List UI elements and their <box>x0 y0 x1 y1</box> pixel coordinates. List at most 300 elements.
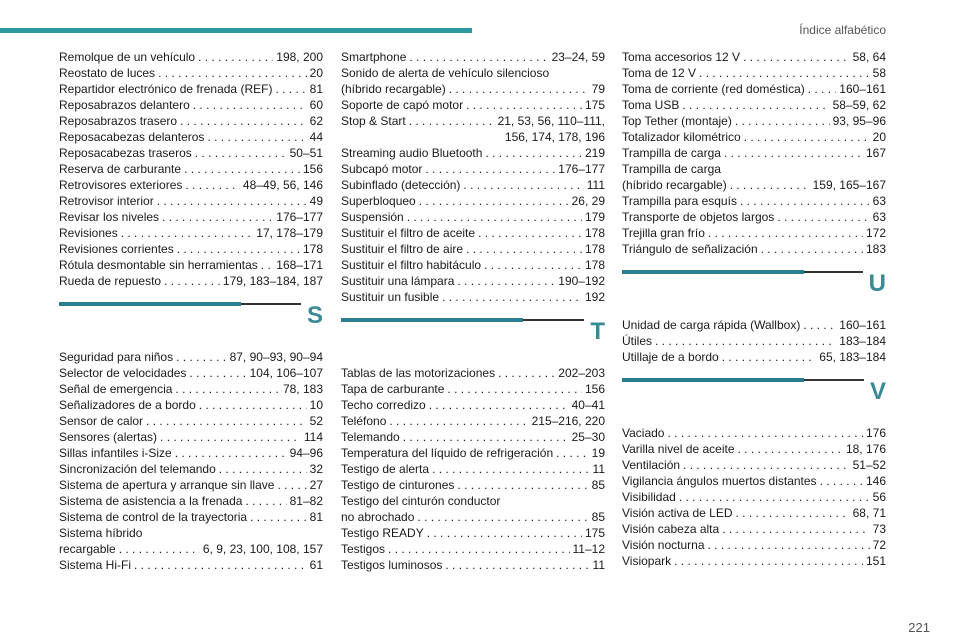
index-entry <box>59 177 323 193</box>
index-entry <box>341 541 605 557</box>
index-entry <box>622 553 886 569</box>
index-entry <box>622 193 886 209</box>
entry-pages: 87, 90–93, 90–94 <box>229 350 323 364</box>
dot-leader <box>803 317 836 333</box>
index-entry <box>341 113 605 145</box>
entry-pages: 111 <box>586 178 605 192</box>
dot-leader <box>277 477 306 493</box>
index-entry <box>341 365 605 381</box>
index-entry <box>622 97 886 113</box>
index-entry <box>59 397 323 413</box>
index-entry <box>59 429 323 445</box>
entry-pages: 176–177 <box>276 210 323 224</box>
entry-label: Testigo del cinturón conductor <box>341 494 501 508</box>
dot-leader <box>388 541 569 557</box>
index-entry <box>341 193 605 209</box>
entry-pages: 175 <box>584 526 605 540</box>
index-entry <box>341 49 605 65</box>
entry-pages: 44 <box>309 130 323 144</box>
index-entry <box>59 349 323 365</box>
dot-leader <box>735 113 830 129</box>
entry-label: Señalizadores de a bordo <box>59 398 196 412</box>
index-entry <box>341 177 605 193</box>
entry-pages: 156 <box>302 162 323 176</box>
entry-pages: 151 <box>865 554 886 568</box>
dot-leader <box>457 477 588 493</box>
index-entry <box>341 557 605 573</box>
entry-pages: 85 <box>591 478 605 492</box>
index-entry <box>622 489 886 505</box>
entry-label: Testigo READY <box>341 526 424 540</box>
index-entry <box>59 49 323 65</box>
index-entry <box>341 493 605 525</box>
entry-pages: 56 <box>872 490 886 504</box>
index-entry <box>59 193 323 209</box>
entry-pages: 58, 64 <box>852 50 886 64</box>
dot-leader <box>419 193 569 209</box>
index-entry <box>59 461 323 477</box>
index-column-2 <box>341 49 605 573</box>
dot-leader <box>261 257 274 273</box>
index-entry <box>622 225 886 241</box>
dot-leader <box>667 425 862 441</box>
entry-pages: 175 <box>584 98 605 112</box>
entry-pages: 40–41 <box>571 398 605 412</box>
entry-pages: 62 <box>309 114 323 128</box>
dot-leader <box>442 289 582 305</box>
entry-label: Reposacabezas delanteros <box>59 130 205 144</box>
entry-pages: 183–184 <box>839 334 886 348</box>
dot-leader <box>730 177 810 193</box>
section-divider <box>622 365 886 425</box>
dot-leader <box>407 209 582 225</box>
entry-label: Vigilancia ángulos muertos distantes <box>622 474 817 488</box>
dot-leader <box>427 525 582 541</box>
index-entry <box>341 161 605 177</box>
entry-pages: 179, 183–184, 187 <box>222 274 323 288</box>
entry-label: Vaciado <box>622 426 665 440</box>
dot-leader <box>722 349 817 365</box>
index-entry <box>59 445 323 461</box>
index-entry <box>622 241 886 257</box>
entry-label: Señal de emergencia <box>59 382 173 396</box>
index-entry <box>341 445 605 461</box>
section-letter: V <box>864 377 886 407</box>
entry-pages: 11–12 <box>572 542 605 556</box>
index-entry <box>59 509 323 525</box>
entry-label: Subinflado (detección) <box>341 178 461 192</box>
index-entry <box>59 209 323 225</box>
entry-label: Sustituir el filtro de aceite <box>341 226 476 240</box>
dot-leader <box>219 461 307 477</box>
index-entry <box>59 241 323 257</box>
entry-label: Trampilla de carga <box>622 146 721 160</box>
entry-pages: 183 <box>865 242 886 256</box>
entry-pages: 17, 178–179 <box>256 226 323 240</box>
entry-pages: 176–177 <box>558 162 605 176</box>
index-entry <box>59 525 323 557</box>
entry-label: Trampilla para esquís <box>622 194 737 208</box>
index-entry <box>622 81 886 97</box>
entry-label: Visión activa de LED <box>622 506 733 520</box>
entry-label: Tapa de carburante <box>341 382 445 396</box>
dot-leader <box>121 225 254 241</box>
entry-label: Reposabrazos delantero <box>59 98 190 112</box>
entry-label: Tablas de las motorizaciones <box>341 366 496 380</box>
dot-leader <box>189 365 246 381</box>
index-entry <box>59 113 323 129</box>
entry-pages: 63 <box>872 194 886 208</box>
index-entry <box>59 65 323 81</box>
entry-label: Visibilidad <box>622 490 676 504</box>
dot-leader <box>682 97 829 113</box>
dot-leader <box>777 209 869 225</box>
entry-label: (híbrido recargable) <box>341 82 446 96</box>
entry-pages: 23–24, 59 <box>551 50 605 64</box>
entry-label: Smartphone <box>341 50 407 64</box>
index-entry <box>622 333 886 349</box>
section-letter: S <box>301 301 323 331</box>
index-entry <box>59 145 323 161</box>
dot-leader <box>158 65 307 81</box>
entry-label: Remolque de un vehículo <box>59 50 196 64</box>
entry-label: Testigos luminosos <box>341 558 443 572</box>
entry-pages: 49 <box>309 194 323 208</box>
entry-label: Sustituir una lámpara <box>341 274 455 288</box>
index-entry <box>59 381 323 397</box>
dot-leader <box>250 509 307 525</box>
entry-pages: 202–203 <box>558 366 605 380</box>
entry-label: Revisiones corrientes <box>59 242 174 256</box>
section-rule <box>622 379 886 381</box>
index-entry <box>622 521 886 537</box>
section-divider <box>341 305 605 365</box>
entry-label: Trampilla de carga <box>622 162 721 176</box>
entry-pages: 20 <box>872 130 886 144</box>
dot-leader <box>740 193 870 209</box>
index-entry <box>341 477 605 493</box>
index-entry <box>622 113 886 129</box>
entry-label: Visión cabeza alta <box>622 522 720 536</box>
dot-leader <box>674 553 863 569</box>
dot-leader <box>722 521 869 537</box>
dot-leader <box>485 145 582 161</box>
dot-leader <box>199 397 307 413</box>
dot-leader <box>176 349 226 365</box>
entry-label: Toma de corriente (red doméstica) <box>622 82 805 96</box>
index-entry <box>622 473 886 489</box>
dot-leader <box>403 429 569 445</box>
entry-label: Útiles <box>622 334 653 348</box>
section-rule-accent <box>59 302 241 306</box>
header-accent-bar <box>0 28 472 33</box>
entry-label: Testigos <box>341 542 386 556</box>
entry-label: Visiopark <box>622 554 672 568</box>
entry-pages: 215–216, 220 <box>531 414 605 428</box>
index-entry <box>59 257 323 273</box>
entry-pages: 179 <box>584 210 605 224</box>
index-entry <box>59 81 323 97</box>
entry-pages: 65, 183–184 <box>819 350 886 364</box>
entry-label: Techo corredizo <box>341 398 426 412</box>
dot-leader <box>207 129 306 145</box>
dot-leader <box>389 413 528 429</box>
entry-pages: 93, 95–96 <box>832 114 886 128</box>
dot-leader <box>146 413 307 429</box>
entry-label: Sensores (alertas) <box>59 430 158 444</box>
entry-pages: 178 <box>584 226 605 240</box>
entry-pages: 26, 29 <box>571 194 605 208</box>
entry-label: Soporte de capó motor <box>341 98 464 112</box>
entry-pages: 25–30 <box>571 430 605 444</box>
entry-label: (híbrido recargable) <box>622 178 727 192</box>
entry-pages: 160–161 <box>839 318 886 332</box>
entry-pages: 11 <box>592 462 605 476</box>
entry-label: Reostato de luces <box>59 66 156 80</box>
index-entry <box>622 49 886 65</box>
entry-pages: 61 <box>309 558 323 572</box>
section-divider <box>59 289 323 349</box>
entry-label: Sensor de calor <box>59 414 144 428</box>
dot-leader <box>429 397 569 413</box>
section-rule-accent <box>622 270 804 274</box>
dot-leader <box>738 441 843 457</box>
dot-leader <box>195 145 287 161</box>
index-entry <box>341 225 605 241</box>
dot-leader <box>655 333 836 349</box>
entry-pages: 63 <box>872 210 886 224</box>
dot-leader <box>409 49 548 65</box>
entry-label: Retrovisores exteriores <box>59 178 183 192</box>
entry-pages: 114 <box>303 430 323 444</box>
entry-label: Totalizador kilométrico <box>622 130 741 144</box>
entry-label: Subcapó motor <box>341 162 423 176</box>
entry-pages: 27 <box>309 478 323 492</box>
entry-label: Sistema de apertura y arranque sin llave <box>59 478 275 492</box>
index-entry <box>59 477 323 493</box>
entry-label: Superbloqueo <box>341 194 416 208</box>
dot-leader <box>409 113 495 129</box>
entry-label: Reserva de carburante <box>59 162 182 176</box>
index-entry <box>622 161 886 193</box>
entry-label: Sistema de control de la trayectoria <box>59 510 248 524</box>
entry-label: Trejilla gran frío <box>622 226 705 240</box>
index-entry <box>622 129 886 145</box>
dot-leader <box>820 473 863 489</box>
index-column-1 <box>59 49 323 573</box>
dot-leader <box>134 557 307 573</box>
entry-pages-continued: 156, 174, 178, 196 <box>504 130 605 144</box>
entry-pages: 32 <box>309 462 323 476</box>
entry-pages: 6, 9, 23, 100, 108, 157 <box>202 542 323 556</box>
entry-label: Testigo de alerta <box>341 462 430 476</box>
index-entry <box>622 317 886 333</box>
section-rule <box>341 319 605 321</box>
dot-leader <box>724 145 863 161</box>
index-entry <box>341 397 605 413</box>
dot-leader <box>417 509 588 525</box>
entry-pages: 85 <box>591 510 605 524</box>
entry-label: Rótula desmontable sin herramientas <box>59 258 258 272</box>
entry-label: Streaming audio Bluetooth <box>341 146 483 160</box>
entry-label: Sustituir el filtro de aire <box>341 242 464 256</box>
dot-leader <box>175 381 280 397</box>
entry-pages: 190–192 <box>558 274 605 288</box>
dot-leader <box>498 365 555 381</box>
entry-pages: 178 <box>584 258 605 272</box>
index-entry <box>341 145 605 161</box>
dot-leader <box>160 429 301 445</box>
entry-label: Reposacabezas traseros <box>59 146 192 160</box>
entry-label: Utillaje de a bordo <box>622 350 719 364</box>
entry-pages: 48–49, 56, 146 <box>242 178 323 192</box>
entry-pages: 172 <box>865 226 886 240</box>
dot-leader <box>185 177 240 193</box>
entry-pages: 176 <box>865 426 886 440</box>
dot-leader <box>478 225 582 241</box>
entry-pages: 104, 106–107 <box>249 366 323 380</box>
entry-pages: 168–171 <box>276 258 323 272</box>
dot-leader <box>457 273 555 289</box>
dot-leader <box>157 193 307 209</box>
index-entry <box>341 429 605 445</box>
index-entry <box>341 289 605 305</box>
entry-label: Revisar los niveles <box>59 210 160 224</box>
dot-leader <box>177 241 300 257</box>
index-entry <box>622 65 886 81</box>
entry-label: Sustituir un fusible <box>341 290 440 304</box>
entry-pages: 146 <box>865 474 886 488</box>
entry-pages: 178 <box>584 242 605 256</box>
index-entry <box>341 209 605 225</box>
entry-label: no abrochado <box>341 510 415 524</box>
entry-pages: 178 <box>302 242 323 256</box>
section-rule <box>59 303 323 305</box>
entry-pages: 192 <box>584 290 605 304</box>
dot-leader <box>708 225 863 241</box>
section-letter: U <box>863 269 886 299</box>
index-entry <box>622 349 886 365</box>
entry-pages: 19 <box>591 446 605 460</box>
entry-label: Temperatura del líquido de refrigeración <box>341 446 554 460</box>
section-rule-accent <box>341 318 523 322</box>
entry-pages: 81 <box>309 510 323 524</box>
entry-label: Sonido de alerta de vehículo silencioso <box>341 66 550 80</box>
entry-pages: 72 <box>872 538 886 552</box>
entry-label: Sistema híbrido <box>59 526 143 540</box>
entry-pages: 160–161 <box>839 82 886 96</box>
entry-label: Triángulo de señalización <box>622 242 758 256</box>
dot-leader <box>743 49 850 65</box>
entry-pages: 219 <box>584 146 605 160</box>
dot-leader <box>744 129 870 145</box>
entry-pages: 156 <box>584 382 605 396</box>
index-entry <box>59 493 323 509</box>
index-entry <box>59 129 323 145</box>
entry-pages: 18, 176 <box>845 442 886 456</box>
index-entry <box>622 537 886 553</box>
index-entry <box>622 441 886 457</box>
dot-leader <box>708 537 870 553</box>
entry-label: Repartidor electrónico de frenada (REF) <box>59 82 273 96</box>
entry-label: Telemando <box>341 430 400 444</box>
dot-leader <box>484 257 582 273</box>
index-entry <box>341 241 605 257</box>
entry-pages: 51–52 <box>852 458 886 472</box>
dot-leader <box>445 557 589 573</box>
entry-pages: 20 <box>309 66 323 80</box>
entry-pages: 11 <box>592 558 605 572</box>
entry-label: Stop & Start <box>341 114 406 128</box>
dot-leader <box>447 381 582 397</box>
dot-leader <box>119 541 200 557</box>
dot-leader <box>466 241 582 257</box>
entry-label: Reposabrazos trasero <box>59 114 178 128</box>
entry-pages: 78, 183 <box>282 382 323 396</box>
dot-leader <box>736 505 850 521</box>
dot-leader <box>275 81 306 97</box>
dot-leader <box>184 161 300 177</box>
dot-leader <box>193 97 307 113</box>
dot-leader <box>466 97 582 113</box>
index-entry <box>622 145 886 161</box>
index-entry <box>59 557 323 573</box>
index-column-3 <box>622 49 886 569</box>
entry-pages: 81–82 <box>289 494 323 508</box>
entry-pages: 73 <box>872 522 886 536</box>
section-rule-accent <box>622 378 804 382</box>
entry-label: Top Tether (montaje) <box>622 114 732 128</box>
entry-label: Suspensión <box>341 210 404 224</box>
page-number: 221 <box>908 620 930 635</box>
entry-pages: 198, 200 <box>276 50 323 64</box>
section-divider <box>622 257 886 317</box>
dot-leader <box>761 241 863 257</box>
dot-leader <box>175 445 287 461</box>
entry-pages: 58 <box>872 66 886 80</box>
entry-label: Sustituir el filtro habitáculo <box>341 258 482 272</box>
dot-leader <box>463 177 583 193</box>
dot-leader <box>679 489 870 505</box>
dot-leader <box>683 457 850 473</box>
dot-leader <box>245 493 286 509</box>
index-entry <box>622 457 886 473</box>
entry-label: Sincronización del telemando <box>59 462 216 476</box>
entry-label: Teléfono <box>341 414 387 428</box>
entry-pages: 52 <box>309 414 323 428</box>
entry-label: Seguridad para niños <box>59 350 174 364</box>
entry-label: Toma accesorios 12 V <box>622 50 741 64</box>
entry-pages: 79 <box>591 82 605 96</box>
entry-pages: 50–51 <box>289 146 323 160</box>
entry-pages: 10 <box>309 398 323 412</box>
dot-leader <box>449 81 589 97</box>
dot-leader <box>432 461 589 477</box>
dot-leader <box>425 161 555 177</box>
entry-label: Revisiones <box>59 226 118 240</box>
section-rule <box>622 271 886 273</box>
index-entry <box>341 525 605 541</box>
index-entry <box>341 381 605 397</box>
entry-pages: 167 <box>865 146 886 160</box>
dot-leader <box>808 81 837 97</box>
entry-pages: 81 <box>309 82 323 96</box>
entry-label: Sistema Hi-Fi <box>59 558 132 572</box>
dot-leader <box>162 209 273 225</box>
entry-label: Toma USB <box>622 98 680 112</box>
entry-label: Testigo de cinturones <box>341 478 455 492</box>
index-entry <box>59 365 323 381</box>
